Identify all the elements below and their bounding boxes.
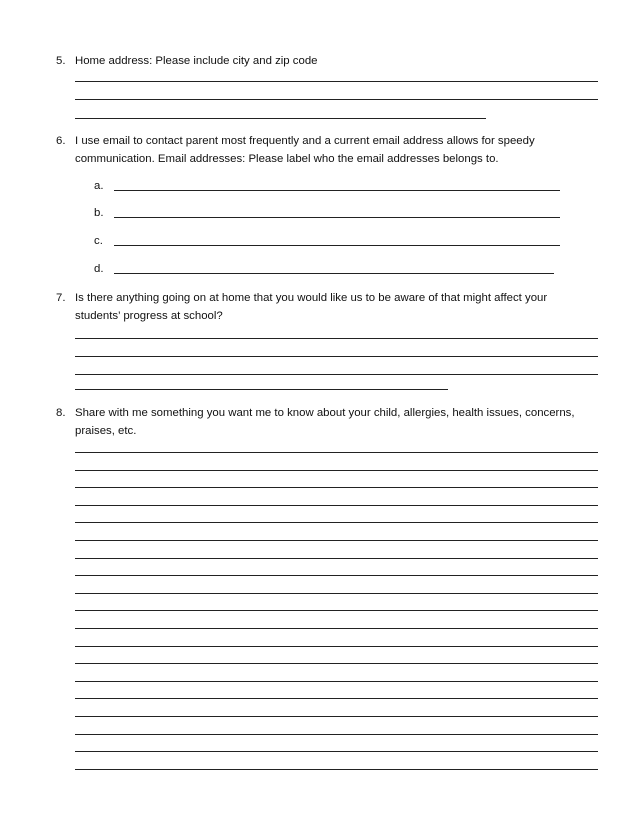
answer-line[interactable] bbox=[75, 81, 598, 82]
email-line[interactable] bbox=[114, 273, 554, 274]
answer-line[interactable] bbox=[75, 734, 598, 735]
question-number: 8. bbox=[56, 407, 66, 419]
answer-line[interactable] bbox=[75, 540, 598, 541]
answer-line[interactable] bbox=[75, 716, 598, 717]
answer-line[interactable] bbox=[75, 505, 598, 506]
question-text: I use email to contact parent most frequently and a current email address allows for speedy communication. Email addresses: Please label who the email addresses belongs to. bbox=[75, 135, 535, 165]
answer-line[interactable] bbox=[75, 487, 598, 488]
question-text: Home address: Please include city and zip code bbox=[75, 55, 318, 67]
answer-line[interactable] bbox=[75, 338, 598, 339]
answer-line[interactable] bbox=[75, 389, 448, 390]
answer-line[interactable] bbox=[75, 356, 598, 357]
answer-line[interactable] bbox=[75, 681, 598, 682]
answer-line[interactable] bbox=[75, 593, 598, 594]
item-label: c. bbox=[94, 235, 103, 247]
question-number: 5. bbox=[56, 55, 66, 67]
question-text: Is there anything going on at home that you would like us to be aware of that might affect your students’ progress at school? bbox=[75, 292, 548, 322]
question-text: Share with me something you want me to know about your child, allergies, health issues, concerns, praises, etc. bbox=[75, 407, 575, 437]
answer-line[interactable] bbox=[75, 646, 598, 647]
answer-line[interactable] bbox=[75, 522, 598, 523]
answer-line[interactable] bbox=[75, 558, 598, 559]
answer-line[interactable] bbox=[75, 470, 598, 471]
answer-line[interactable] bbox=[75, 663, 598, 664]
answer-line[interactable] bbox=[75, 452, 598, 453]
email-line[interactable] bbox=[114, 245, 560, 246]
answer-line[interactable] bbox=[75, 769, 598, 770]
answer-line[interactable] bbox=[75, 99, 598, 100]
answer-line[interactable] bbox=[75, 610, 598, 611]
answer-line[interactable] bbox=[75, 751, 598, 752]
email-line[interactable] bbox=[114, 190, 560, 191]
email-line[interactable] bbox=[114, 217, 560, 218]
answer-line[interactable] bbox=[75, 374, 598, 375]
answer-line[interactable] bbox=[75, 698, 598, 699]
item-label: a. bbox=[94, 180, 104, 192]
item-label: b. bbox=[94, 207, 104, 219]
answer-line[interactable] bbox=[75, 118, 486, 119]
item-label: d. bbox=[94, 263, 104, 275]
answer-line[interactable] bbox=[75, 575, 598, 576]
question-number: 6. bbox=[56, 135, 66, 147]
answer-line[interactable] bbox=[75, 628, 598, 629]
question-number: 7. bbox=[56, 292, 66, 304]
